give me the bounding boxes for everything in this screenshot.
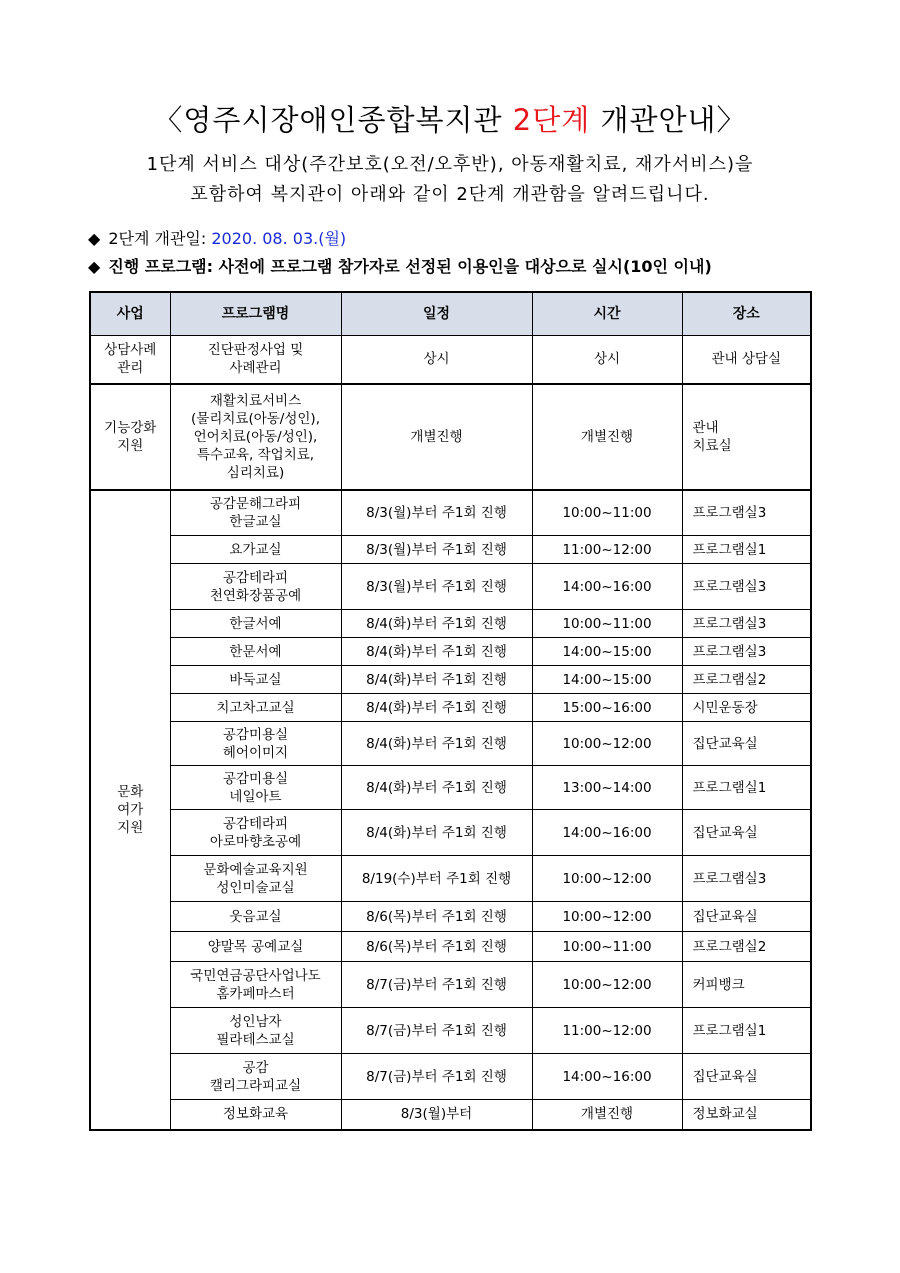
page-title	[0, 98, 900, 139]
schedule-cell: 8/3(월)부터 주1회 진행	[341, 490, 532, 536]
time-cell: 개별진행	[532, 1100, 682, 1130]
time-cell: 10:00~12:00	[532, 902, 682, 932]
time-cell: 상시	[532, 336, 682, 384]
table-row	[90, 610, 811, 638]
table-row	[90, 638, 811, 666]
place-cell: 프로그램실3	[682, 610, 811, 638]
place-cell: 시민운동장	[682, 694, 811, 722]
place-cell: 프로그램실2	[682, 932, 811, 962]
table-header-row	[90, 292, 811, 336]
program-cell: 양말목 공예교실	[170, 932, 341, 962]
time-cell: 10:00~12:00	[532, 962, 682, 1008]
time-cell: 14:00~15:00	[532, 638, 682, 666]
intro-line-1: 1단계 서비스 대상(주간보호(오전/오후반), 아동재활치료, 재가서비스)을	[146, 154, 754, 175]
program-cell: 성인남자 필라테스교실	[170, 1008, 341, 1054]
time-cell: 10:00~11:00	[532, 610, 682, 638]
header-place: 장소	[682, 292, 811, 336]
time-cell: 14:00~15:00	[532, 666, 682, 694]
table-row	[90, 490, 811, 536]
table-body	[90, 336, 811, 1130]
table-row	[90, 902, 811, 932]
time-cell: 10:00~12:00	[532, 722, 682, 766]
schedule-cell: 8/4(화)부터 주1회 진행	[341, 666, 532, 694]
schedule-cell: 상시	[341, 336, 532, 384]
time-cell: 개별진행	[532, 384, 682, 490]
business-cell: 기능강화 지원	[90, 384, 170, 490]
place-cell: 집단교육실	[682, 722, 811, 766]
table-row	[90, 336, 811, 384]
intro-line-2: 포함하여 복지관이 아래와 같이 2단계 개관함을 알려드립니다.	[190, 184, 710, 205]
header-schedule: 일정	[341, 292, 532, 336]
schedule-cell: 8/19(수)부터 주1회 진행	[341, 856, 532, 902]
diamond-bullet-icon: ◆	[88, 229, 101, 248]
schedule-cell: 8/3(월)부터	[341, 1100, 532, 1130]
place-cell: 집단교육실	[682, 1054, 811, 1100]
schedule-cell: 8/4(화)부터 주1회 진행	[341, 694, 532, 722]
program-bullet-text: 진행 프로그램: 사전에 프로그램 참가자로 선정된 이용인을 대상으로 실시(10인 이내)	[108, 257, 712, 276]
title-prefix: 〈영주시장애인종합복지관	[153, 103, 513, 137]
program-cell: 공감테라피 아로마향초공예	[170, 810, 341, 856]
schedule-cell: 8/4(화)부터 주1회 진행	[341, 766, 532, 810]
table-row	[90, 932, 811, 962]
program-cell: 치고차고교실	[170, 694, 341, 722]
table-row	[90, 536, 811, 564]
opening-date-label: 2단계 개관일:	[108, 229, 212, 248]
place-cell: 관내 상담실	[682, 336, 811, 384]
time-cell: 11:00~12:00	[532, 536, 682, 564]
header-program: 프로그램명	[170, 292, 341, 336]
place-cell: 집단교육실	[682, 902, 811, 932]
time-cell: 15:00~16:00	[532, 694, 682, 722]
time-cell: 10:00~11:00	[532, 490, 682, 536]
time-cell: 10:00~11:00	[532, 932, 682, 962]
schedule-cell: 8/6(목)부터 주1회 진행	[341, 902, 532, 932]
program-cell: 재활치료서비스 (물리치료(아동/성인), 언어치료(아동/성인), 특수교육, 작업치료, 심리치료)	[170, 384, 341, 490]
schedule-cell: 8/7(금)부터 주1회 진행	[341, 1008, 532, 1054]
program-cell: 공감미용실 헤어이미지	[170, 722, 341, 766]
place-cell: 정보화교실	[682, 1100, 811, 1130]
program-cell: 웃음교실	[170, 902, 341, 932]
program-cell: 한문서예	[170, 638, 341, 666]
place-cell: 커피뱅크	[682, 962, 811, 1008]
schedule-cell: 개별진행	[341, 384, 532, 490]
schedule-cell: 8/7(금)부터 주1회 진행	[341, 962, 532, 1008]
place-cell: 프로그램실3	[682, 490, 811, 536]
opening-date-value: 2020. 08. 03.(월)	[211, 229, 347, 248]
place-cell: 프로그램실2	[682, 666, 811, 694]
place-cell: 프로그램실3	[682, 564, 811, 610]
table-row	[90, 1054, 811, 1100]
table-row	[90, 666, 811, 694]
program-cell: 요가교실	[170, 536, 341, 564]
title-accent: 2단계	[512, 103, 591, 137]
business-cell: 문화 여가 지원	[90, 490, 170, 1130]
place-cell: 프로그램실1	[682, 1008, 811, 1054]
place-cell: 집단교육실	[682, 810, 811, 856]
table-row	[90, 856, 811, 902]
time-cell: 13:00~14:00	[532, 766, 682, 810]
time-cell: 11:00~12:00	[532, 1008, 682, 1054]
program-cell: 바둑교실	[170, 666, 341, 694]
time-cell: 14:00~16:00	[532, 810, 682, 856]
schedule-cell: 8/6(목)부터 주1회 진행	[341, 932, 532, 962]
program-cell: 공감 캘리그라피교실	[170, 1054, 341, 1100]
program-cell: 진단판정사업 및 사례관리	[170, 336, 341, 384]
table-row	[90, 564, 811, 610]
header-time: 시간	[532, 292, 682, 336]
schedule-cell: 8/3(월)부터 주1회 진행	[341, 564, 532, 610]
time-cell: 14:00~16:00	[532, 1054, 682, 1100]
place-cell: 프로그램실1	[682, 766, 811, 810]
schedule-cell: 8/7(금)부터 주1회 진행	[341, 1054, 532, 1100]
program-cell: 정보화교육	[170, 1100, 341, 1130]
schedule-cell: 8/4(화)부터 주1회 진행	[341, 610, 532, 638]
program-cell: 공감미용실 네일아트	[170, 766, 341, 810]
program-cell: 국민연금공단사업나도 홈카페마스터	[170, 962, 341, 1008]
place-cell: 관내 치료실	[682, 384, 811, 490]
business-cell: 상담사례 관리	[90, 336, 170, 384]
program-bullet	[88, 254, 712, 277]
time-cell: 10:00~12:00	[532, 856, 682, 902]
table-row	[90, 694, 811, 722]
table-row	[90, 810, 811, 856]
table-row	[90, 766, 811, 810]
schedule-cell: 8/3(월)부터 주1회 진행	[341, 536, 532, 564]
schedule-cell: 8/4(화)부터 주1회 진행	[341, 722, 532, 766]
time-cell: 14:00~16:00	[532, 564, 682, 610]
program-cell: 공감문해그라피 한글교실	[170, 490, 341, 536]
program-cell: 한글서예	[170, 610, 341, 638]
table-row	[90, 1008, 811, 1054]
table-row	[90, 384, 811, 490]
schedule-cell: 8/4(화)부터 주1회 진행	[341, 810, 532, 856]
table-row	[90, 962, 811, 1008]
diamond-bullet-icon: ◆	[88, 257, 101, 276]
program-cell: 문화예술교육지원 성인미술교실	[170, 856, 341, 902]
table-row	[90, 722, 811, 766]
place-cell: 프로그램실1	[682, 536, 811, 564]
place-cell: 프로그램실3	[682, 638, 811, 666]
schedule-cell: 8/4(화)부터 주1회 진행	[341, 638, 532, 666]
place-cell: 프로그램실3	[682, 856, 811, 902]
title-suffix: 개관안내〉	[590, 103, 747, 137]
program-schedule-table	[89, 291, 812, 1131]
table-row	[90, 1100, 811, 1130]
program-cell: 공감테라피 천연화장품공예	[170, 564, 341, 610]
opening-date-bullet	[88, 226, 346, 249]
header-business: 사업	[90, 292, 170, 336]
